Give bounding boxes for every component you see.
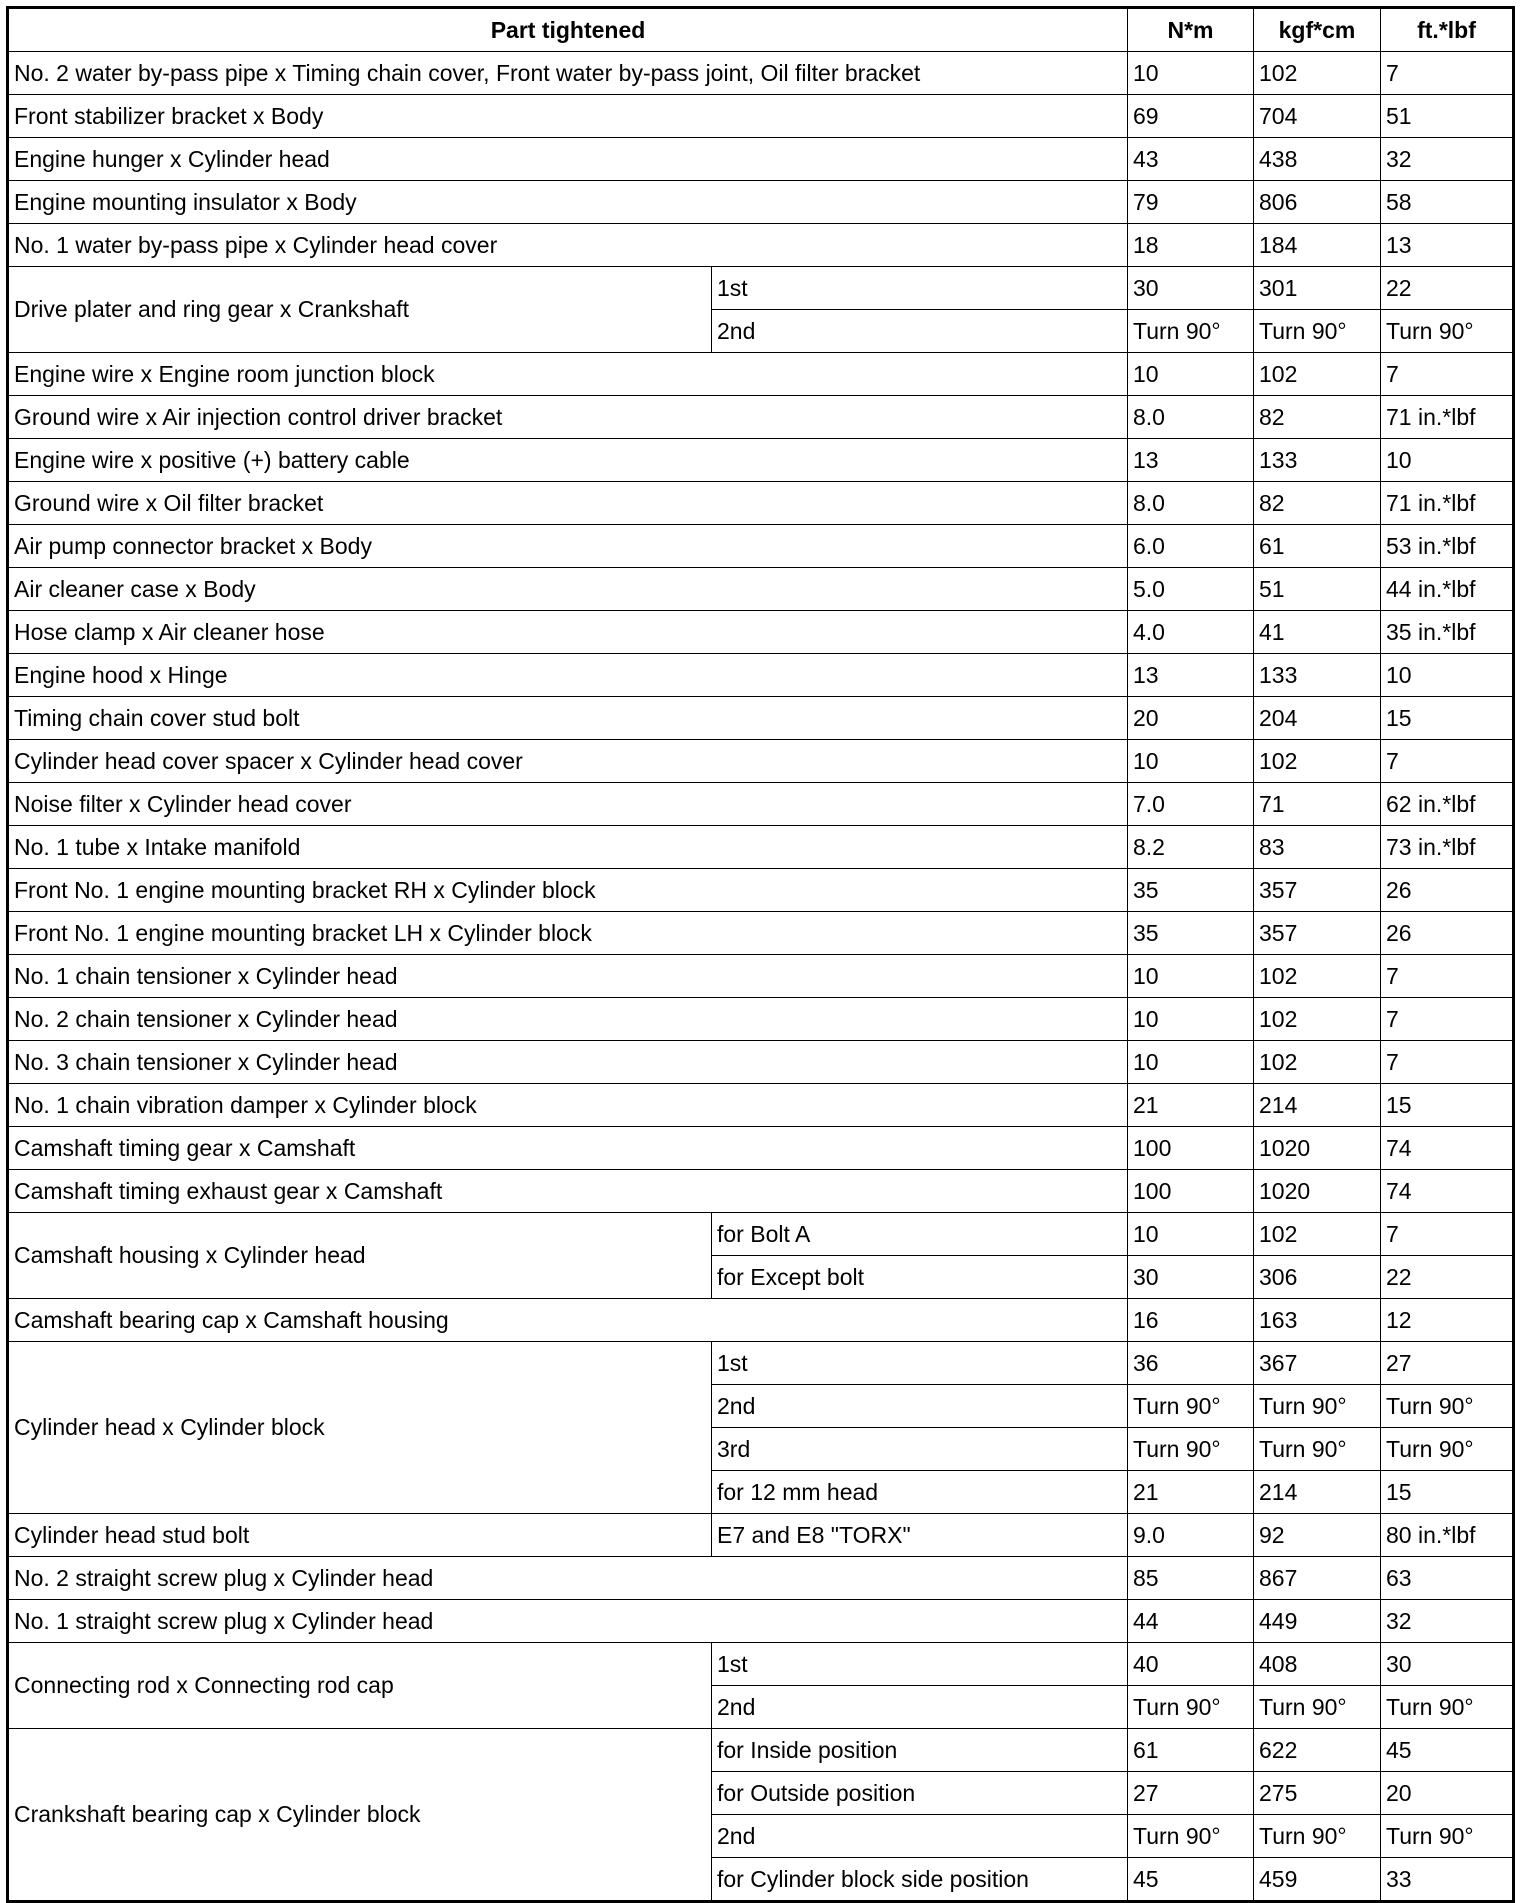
kgfcm-cell: 82 — [1254, 482, 1381, 525]
table-row — [8, 1299, 1514, 1342]
table-row — [8, 1643, 1514, 1686]
condition-cell: for 12 mm head — [712, 1471, 1128, 1514]
part-cell: Engine wire x positive (+) battery cable — [8, 439, 1128, 482]
part-cell: No. 1 chain tensioner x Cylinder head — [8, 955, 1128, 998]
part-cell: Ground wire x Oil filter bracket — [8, 482, 1128, 525]
kgfcm-cell: 133 — [1254, 439, 1381, 482]
nm-cell: 8.0 — [1128, 482, 1254, 525]
kgfcm-cell: 102 — [1254, 1041, 1381, 1084]
kgfcm-cell: 102 — [1254, 353, 1381, 396]
kgfcm-cell: 275 — [1254, 1772, 1381, 1815]
kgfcm-cell: 51 — [1254, 568, 1381, 611]
nm-cell: Turn 90° — [1128, 310, 1254, 353]
ftlbf-cell: Turn 90° — [1381, 1385, 1514, 1428]
torque-spec-table — [6, 6, 1515, 1903]
nm-cell: 30 — [1128, 267, 1254, 310]
ftlbf-cell: 73 in.*lbf — [1381, 826, 1514, 869]
nm-cell: 10 — [1128, 1041, 1254, 1084]
kgfcm-cell: 357 — [1254, 869, 1381, 912]
part-cell: Air cleaner case x Body — [8, 568, 1128, 611]
condition-cell: 1st — [712, 267, 1128, 310]
nm-cell: 10 — [1128, 740, 1254, 783]
ftlbf-cell: 71 in.*lbf — [1381, 482, 1514, 525]
ftlbf-cell: 58 — [1381, 181, 1514, 224]
nm-cell: 27 — [1128, 1772, 1254, 1815]
header-part-tightened: Part tightened — [8, 8, 1128, 52]
kgfcm-cell: 408 — [1254, 1643, 1381, 1686]
kgfcm-cell: Turn 90° — [1254, 1428, 1381, 1471]
ftlbf-cell: 53 in.*lbf — [1381, 525, 1514, 568]
kgfcm-cell: 867 — [1254, 1557, 1381, 1600]
part-cell: Drive plater and ring gear x Crankshaft — [8, 267, 712, 353]
ftlbf-cell: Turn 90° — [1381, 1686, 1514, 1729]
ftlbf-cell: 63 — [1381, 1557, 1514, 1600]
nm-cell: 43 — [1128, 138, 1254, 181]
table-row — [8, 224, 1514, 267]
ftlbf-cell: 7 — [1381, 998, 1514, 1041]
condition-cell: 3rd — [712, 1428, 1128, 1471]
nm-cell: 100 — [1128, 1170, 1254, 1213]
ftlbf-cell: 74 — [1381, 1127, 1514, 1170]
ftlbf-cell: Turn 90° — [1381, 1428, 1514, 1471]
condition-cell: 2nd — [712, 1385, 1128, 1428]
nm-cell: 35 — [1128, 912, 1254, 955]
ftlbf-cell: 12 — [1381, 1299, 1514, 1342]
kgfcm-cell: 184 — [1254, 224, 1381, 267]
table-row — [8, 1213, 1514, 1256]
nm-cell: 13 — [1128, 439, 1254, 482]
table-row — [8, 611, 1514, 654]
ftlbf-cell: 7 — [1381, 955, 1514, 998]
nm-cell: 9.0 — [1128, 1514, 1254, 1557]
ftlbf-cell: 35 in.*lbf — [1381, 611, 1514, 654]
nm-cell: 5.0 — [1128, 568, 1254, 611]
table-row — [8, 1170, 1514, 1213]
header-nm: N*m — [1128, 8, 1254, 52]
nm-cell: 100 — [1128, 1127, 1254, 1170]
part-cell: Air pump connector bracket x Body — [8, 525, 1128, 568]
condition-cell: 1st — [712, 1342, 1128, 1385]
kgfcm-cell: 92 — [1254, 1514, 1381, 1557]
part-cell: Camshaft timing gear x Camshaft — [8, 1127, 1128, 1170]
part-cell: Hose clamp x Air cleaner hose — [8, 611, 1128, 654]
nm-cell: 35 — [1128, 869, 1254, 912]
kgfcm-cell: 306 — [1254, 1256, 1381, 1299]
part-cell: Camshaft housing x Cylinder head — [8, 1213, 712, 1299]
kgfcm-cell: 102 — [1254, 52, 1381, 95]
kgfcm-cell: 214 — [1254, 1471, 1381, 1514]
part-cell: Timing chain cover stud bolt — [8, 697, 1128, 740]
kgfcm-cell: 1020 — [1254, 1170, 1381, 1213]
part-cell: Connecting rod x Connecting rod cap — [8, 1643, 712, 1729]
table-row — [8, 439, 1514, 482]
nm-cell: 18 — [1128, 224, 1254, 267]
table-row — [8, 396, 1514, 439]
part-cell: No. 2 water by-pass pipe x Timing chain cover, Front water by-pass joint, Oil filter bracket — [8, 52, 1128, 95]
table-row — [8, 181, 1514, 224]
table-row — [8, 95, 1514, 138]
nm-cell: 69 — [1128, 95, 1254, 138]
ftlbf-cell: 26 — [1381, 912, 1514, 955]
kgfcm-cell: Turn 90° — [1254, 1686, 1381, 1729]
part-cell: Cylinder head cover spacer x Cylinder head cover — [8, 740, 1128, 783]
table-row — [8, 740, 1514, 783]
kgfcm-cell: 133 — [1254, 654, 1381, 697]
ftlbf-cell: 71 in.*lbf — [1381, 396, 1514, 439]
part-cell: No. 2 chain tensioner x Cylinder head — [8, 998, 1128, 1041]
kgfcm-cell: 102 — [1254, 955, 1381, 998]
table-row — [8, 525, 1514, 568]
kgfcm-cell: 367 — [1254, 1342, 1381, 1385]
ftlbf-cell: 15 — [1381, 697, 1514, 740]
ftlbf-cell: 15 — [1381, 1084, 1514, 1127]
table-row — [8, 1600, 1514, 1643]
condition-cell: 2nd — [712, 310, 1128, 353]
ftlbf-cell: 7 — [1381, 1041, 1514, 1084]
part-cell: No. 1 straight screw plug x Cylinder head — [8, 1600, 1128, 1643]
part-cell: No. 2 straight screw plug x Cylinder head — [8, 1557, 1128, 1600]
part-cell: Front stabilizer bracket x Body — [8, 95, 1128, 138]
kgfcm-cell: 102 — [1254, 1213, 1381, 1256]
part-cell: No. 1 tube x Intake manifold — [8, 826, 1128, 869]
part-cell: No. 1 water by-pass pipe x Cylinder head cover — [8, 224, 1128, 267]
kgfcm-cell: 61 — [1254, 525, 1381, 568]
kgfcm-cell: Turn 90° — [1254, 1385, 1381, 1428]
table-row — [8, 482, 1514, 525]
ftlbf-cell: 51 — [1381, 95, 1514, 138]
part-cell: Front No. 1 engine mounting bracket RH x Cylinder block — [8, 869, 1128, 912]
condition-cell: for Except bolt — [712, 1256, 1128, 1299]
nm-cell: 45 — [1128, 1858, 1254, 1902]
ftlbf-cell: 45 — [1381, 1729, 1514, 1772]
nm-cell: Turn 90° — [1128, 1815, 1254, 1858]
nm-cell: 16 — [1128, 1299, 1254, 1342]
table-row — [8, 1041, 1514, 1084]
part-cell: Front No. 1 engine mounting bracket LH x Cylinder block — [8, 912, 1128, 955]
part-cell: Crankshaft bearing cap x Cylinder block — [8, 1729, 712, 1902]
ftlbf-cell: 27 — [1381, 1342, 1514, 1385]
condition-cell: for Cylinder block side position — [712, 1858, 1128, 1902]
kgfcm-cell: 204 — [1254, 697, 1381, 740]
kgfcm-cell: 41 — [1254, 611, 1381, 654]
table-row — [8, 1342, 1514, 1385]
table-row — [8, 1557, 1514, 1600]
ftlbf-cell: 7 — [1381, 740, 1514, 783]
ftlbf-cell: 30 — [1381, 1643, 1514, 1686]
kgfcm-cell: 82 — [1254, 396, 1381, 439]
ftlbf-cell: 7 — [1381, 1213, 1514, 1256]
nm-cell: 10 — [1128, 52, 1254, 95]
table-row — [8, 955, 1514, 998]
table-row — [8, 1127, 1514, 1170]
nm-cell: 13 — [1128, 654, 1254, 697]
condition-cell: for Bolt A — [712, 1213, 1128, 1256]
ftlbf-cell: Turn 90° — [1381, 1815, 1514, 1858]
ftlbf-cell: Turn 90° — [1381, 310, 1514, 353]
kgfcm-cell: 1020 — [1254, 1127, 1381, 1170]
kgfcm-cell: 806 — [1254, 181, 1381, 224]
condition-cell: E7 and E8 "TORX" — [712, 1514, 1128, 1557]
nm-cell: 4.0 — [1128, 611, 1254, 654]
kgfcm-cell: 357 — [1254, 912, 1381, 955]
nm-cell: 10 — [1128, 955, 1254, 998]
nm-cell: 8.2 — [1128, 826, 1254, 869]
nm-cell: 85 — [1128, 1557, 1254, 1600]
ftlbf-cell: 33 — [1381, 1858, 1514, 1902]
ftlbf-cell: 44 in.*lbf — [1381, 568, 1514, 611]
header-ftlbf: ft.*lbf — [1381, 8, 1514, 52]
kgfcm-cell: 71 — [1254, 783, 1381, 826]
kgfcm-cell: 704 — [1254, 95, 1381, 138]
ftlbf-cell: 15 — [1381, 1471, 1514, 1514]
kgfcm-cell: Turn 90° — [1254, 1815, 1381, 1858]
table-row — [8, 654, 1514, 697]
nm-cell: 61 — [1128, 1729, 1254, 1772]
part-cell: Cylinder head stud bolt — [8, 1514, 712, 1557]
ftlbf-cell: 62 in.*lbf — [1381, 783, 1514, 826]
nm-cell: 20 — [1128, 697, 1254, 740]
table-row — [8, 1084, 1514, 1127]
kgfcm-cell: 449 — [1254, 1600, 1381, 1643]
nm-cell: Turn 90° — [1128, 1385, 1254, 1428]
table-row — [8, 998, 1514, 1041]
header-row — [8, 8, 1514, 52]
ftlbf-cell: 10 — [1381, 654, 1514, 697]
kgfcm-cell: 438 — [1254, 138, 1381, 181]
kgfcm-cell: 102 — [1254, 740, 1381, 783]
table-row — [8, 1729, 1514, 1772]
part-cell: Cylinder head x Cylinder block — [8, 1342, 712, 1514]
kgfcm-cell: Turn 90° — [1254, 310, 1381, 353]
table-row — [8, 52, 1514, 95]
table-row — [8, 267, 1514, 310]
condition-cell: for Inside position — [712, 1729, 1128, 1772]
part-cell: No. 3 chain tensioner x Cylinder head — [8, 1041, 1128, 1084]
table-row — [8, 353, 1514, 396]
ftlbf-cell: 32 — [1381, 1600, 1514, 1643]
part-cell: Ground wire x Air injection control driver bracket — [8, 396, 1128, 439]
header-kgfcm: kgf*cm — [1254, 8, 1381, 52]
kgfcm-cell: 102 — [1254, 998, 1381, 1041]
condition-cell: 1st — [712, 1643, 1128, 1686]
part-cell: Engine hunger x Cylinder head — [8, 138, 1128, 181]
table-row — [8, 697, 1514, 740]
nm-cell: 30 — [1128, 1256, 1254, 1299]
table-row — [8, 783, 1514, 826]
ftlbf-cell: 10 — [1381, 439, 1514, 482]
kgfcm-cell: 622 — [1254, 1729, 1381, 1772]
ftlbf-cell: 20 — [1381, 1772, 1514, 1815]
nm-cell: 7.0 — [1128, 783, 1254, 826]
nm-cell: 36 — [1128, 1342, 1254, 1385]
part-cell: No. 1 chain vibration damper x Cylinder block — [8, 1084, 1128, 1127]
ftlbf-cell: 26 — [1381, 869, 1514, 912]
ftlbf-cell: 74 — [1381, 1170, 1514, 1213]
nm-cell: 10 — [1128, 353, 1254, 396]
nm-cell: Turn 90° — [1128, 1428, 1254, 1471]
ftlbf-cell: 80 in.*lbf — [1381, 1514, 1514, 1557]
ftlbf-cell: 7 — [1381, 353, 1514, 396]
nm-cell: 40 — [1128, 1643, 1254, 1686]
table-row — [8, 568, 1514, 611]
ftlbf-cell: 22 — [1381, 1256, 1514, 1299]
nm-cell: 21 — [1128, 1084, 1254, 1127]
part-cell: Engine wire x Engine room junction block — [8, 353, 1128, 396]
nm-cell: 10 — [1128, 998, 1254, 1041]
part-cell: Engine hood x Hinge — [8, 654, 1128, 697]
part-cell: Noise filter x Cylinder head cover — [8, 783, 1128, 826]
part-cell: Engine mounting insulator x Body — [8, 181, 1128, 224]
nm-cell: 21 — [1128, 1471, 1254, 1514]
kgfcm-cell: 459 — [1254, 1858, 1381, 1902]
nm-cell: 8.0 — [1128, 396, 1254, 439]
part-cell: Camshaft timing exhaust gear x Camshaft — [8, 1170, 1128, 1213]
nm-cell: Turn 90° — [1128, 1686, 1254, 1729]
table-row — [8, 826, 1514, 869]
ftlbf-cell: 13 — [1381, 224, 1514, 267]
nm-cell: 79 — [1128, 181, 1254, 224]
condition-cell: 2nd — [712, 1686, 1128, 1729]
nm-cell: 10 — [1128, 1213, 1254, 1256]
ftlbf-cell: 32 — [1381, 138, 1514, 181]
condition-cell: 2nd — [712, 1815, 1128, 1858]
nm-cell: 44 — [1128, 1600, 1254, 1643]
ftlbf-cell: 7 — [1381, 52, 1514, 95]
table-row — [8, 912, 1514, 955]
part-cell: Camshaft bearing cap x Camshaft housing — [8, 1299, 1128, 1342]
table-row — [8, 138, 1514, 181]
kgfcm-cell: 163 — [1254, 1299, 1381, 1342]
table-row — [8, 869, 1514, 912]
nm-cell: 6.0 — [1128, 525, 1254, 568]
kgfcm-cell: 301 — [1254, 267, 1381, 310]
kgfcm-cell: 83 — [1254, 826, 1381, 869]
table-row — [8, 1514, 1514, 1557]
ftlbf-cell: 22 — [1381, 267, 1514, 310]
kgfcm-cell: 214 — [1254, 1084, 1381, 1127]
condition-cell: for Outside position — [712, 1772, 1128, 1815]
